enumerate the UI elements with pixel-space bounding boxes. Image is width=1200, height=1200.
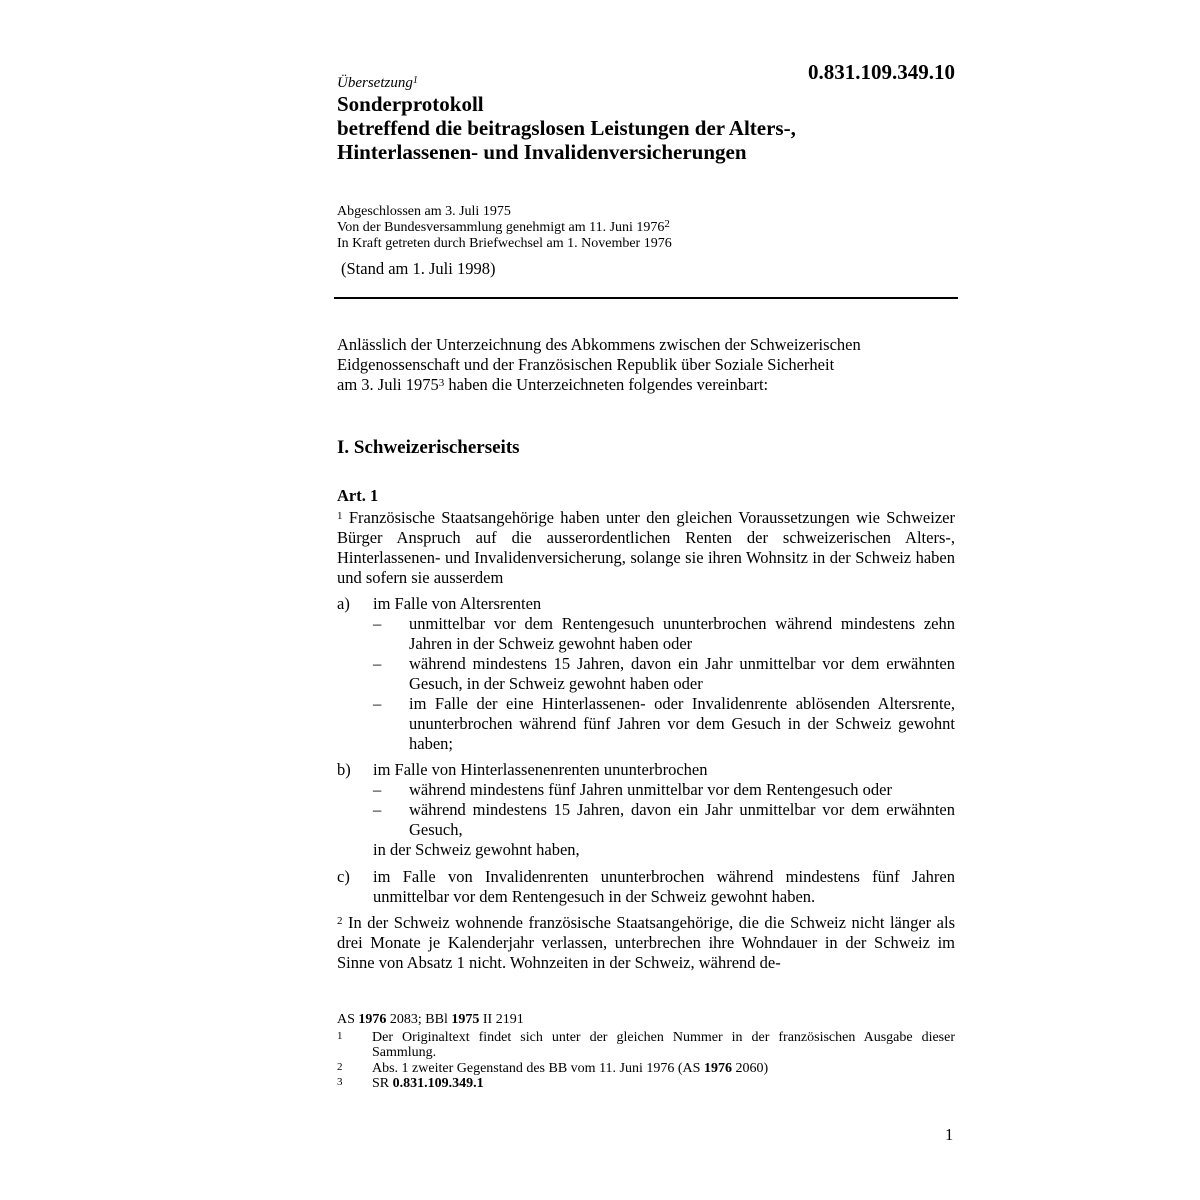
- list-label: b): [337, 760, 351, 779]
- list-label: c): [337, 867, 350, 886]
- article-paragraph-2: $^2$ In der Schweiz wohnende französische Staatsangehörige, die die Schweiz nicht länger als drei Monate je Kalenderjahr verlassen, unterbrechen ihre Wohndauer in der Schweiz im Sinne von Absatz 1 nicht. Wohnzeiten in der Schweiz, während de-: [337, 913, 955, 972]
- dash-item: – während mindestens 15 Jahren, davon ein Jahr unmittelbar vor dem erwähnten Gesuch, in der Schweiz gewohnt haben oder: [373, 654, 955, 693]
- document-title: [337, 92, 957, 164]
- list-label: a): [337, 594, 350, 613]
- article-paragraph-1: $^1$ Französische Staatsangehörige haben unter den gleichen Voraussetzungen wie Schweizer Bürger Anspruch auf die ausserordentlichen Renten der schweizerischen Alters-, Hinterlassenen- und Invalidenversicherung, solange sie ihren Wohnsitz in der Schweiz haben und sofern sie ausserdem: [337, 508, 955, 587]
- footnote-ref[interactable]: 1: [412, 75, 418, 86]
- list-item-a: a) im Falle von Altersrenten – unmittelbar vor dem Rentengesuch ununterbrochen während mindestens zehn Jahren in der Schweiz gewohnt haben oder – während mindestens 15 Jahren, davon ein Jahr unmittelbar vor dem erwähnten Gesuch, in der Schweiz gewohnt haben oder – im Falle der eine Hinterlassenen- oder Invalidenrente ablösenden Altersrente, ununterbrochen während fünf Jahren vor dem Gesuch in der Schweiz gewohnt haben;: [337, 594, 955, 753]
- footnote-2: 2 Abs. 1 zweiter Gegenstand des BB vom 11. Juni 1976 (AS 1976 2060): [337, 1060, 769, 1076]
- sr-number: 0.831.109.349.10: [808, 60, 955, 84]
- footnote-1: 1 Der Originaltext findet sich unter der gleichen Nummer in der französischen Ausgabe dieser Sammlung.: [337, 1029, 955, 1060]
- page-number: 1: [945, 1125, 954, 1144]
- footnote-ref[interactable]: 2: [664, 218, 670, 230]
- document-meta: [337, 204, 672, 252]
- section-heading: I. Schweizerischerseits: [337, 437, 520, 458]
- dash-item: – im Falle der eine Hinterlassenen- oder Invalidenrente ablösenden Altersrente, ununterbrochen während fünf Jahren vor dem Gesuch in der Schweiz gewohnt haben;: [373, 694, 955, 753]
- in-force-date: In Kraft getreten durch Briefwechsel am 1. November 1976: [337, 236, 672, 251]
- title-line: Hinterlassenen- und Invalidenversicherungen: [337, 140, 747, 164]
- dash-item: – unmittelbar vor dem Rentengesuch ununterbrochen während mindestens zehn Jahren in der Schweiz gewohnt haben oder: [373, 614, 955, 653]
- title-line: Sonderprotokoll: [337, 92, 484, 116]
- list-item-b: b) im Falle von Hinterlassenenrenten ununterbrochen – während mindestens fünf Jahren unmittelbar vor dem Rentengesuch oder – während mindestens 15 Jahren, davon ein Jahr unmittelbar vor dem erwähnten Gesuch, in der Schweiz gewohnt haben,: [337, 760, 955, 859]
- article-heading: Art. 1: [337, 486, 379, 505]
- list-item-c: c) im Falle von Invalidenrenten ununterbrochen während mindestens fünf Jahren unmittelbar vor dem Rentengesuch in der Schweiz gewohnt haben.: [337, 867, 955, 906]
- paragraph-number: 2: [337, 915, 343, 927]
- concluded-date: Abgeschlossen am 3. Juli 1975: [337, 204, 511, 219]
- header-divider: [334, 297, 958, 299]
- translation-label: Übersetzung$^1$: [337, 75, 418, 91]
- as-reference: AS 1976 2083; BBl 1975 II 2191: [337, 1012, 524, 1027]
- status-date: (Stand am 1. Juli 1998): [341, 259, 496, 278]
- dash-item: – während mindestens 15 Jahren, davon ein Jahr unmittelbar vor dem erwähnten Gesuch,: [373, 800, 955, 839]
- paragraph-number: 1: [337, 510, 343, 522]
- footnotes: [337, 1012, 955, 1092]
- title-line: betreffend die beitragslosen Leistungen der Alters-,: [337, 116, 796, 140]
- preamble: Anlässlich der Unterzeichnung des Abkommens zwischen der Schweizerischen Eidgenossenschaft und der Französischen Republik über Soziale Sicherheit am 3. Juli 1975$^3$ haben die Unterzeichneten folgendes vereinbart:: [337, 335, 861, 394]
- footnote-3: 3 SR 0.831.109.349.1: [337, 1076, 484, 1091]
- dash-item: – während mindestens fünf Jahren unmittelbar vor dem Rentengesuch oder: [373, 780, 892, 799]
- approval-date: Von der Bundesversammlung genehmigt am 11. Juni 1976$^2$: [337, 218, 670, 235]
- footnote-ref[interactable]: 3: [438, 377, 445, 389]
- list-continuation: in der Schweiz gewohnt haben,: [373, 840, 580, 859]
- document-header: [337, 74, 957, 164]
